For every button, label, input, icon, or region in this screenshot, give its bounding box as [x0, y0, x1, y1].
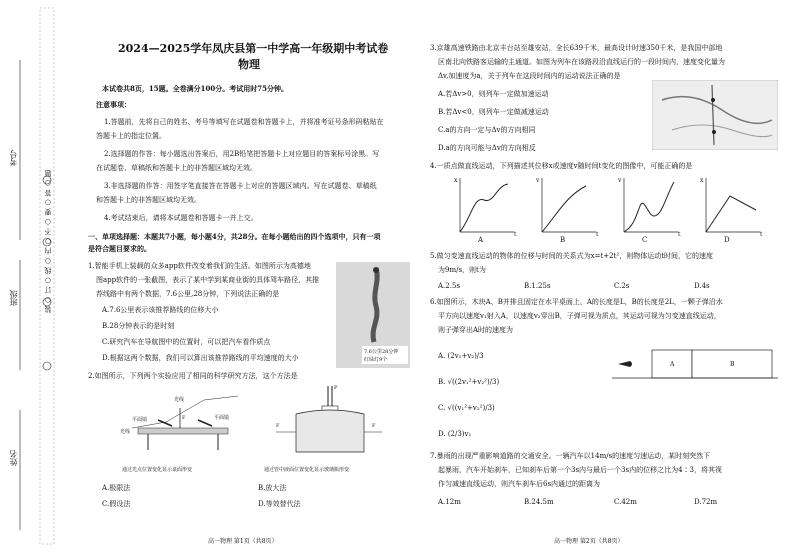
railway-map-svg — [652, 80, 778, 150]
q1-option-a: A.7.6公里表示该推荐路线的位移大小 — [102, 306, 219, 314]
q2-option-a: A.极限法 — [102, 484, 131, 492]
q7-line: 7.暴雨的出现严重影响道路的交通安全。一辆汽车以14m/s的速度匀速运动，某时刻突然下 — [430, 452, 711, 460]
q2-bottle-figure — [272, 384, 382, 456]
binding-strip — [0, 0, 72, 551]
block-b-label: B — [730, 361, 735, 368]
q1-option-b: B.28分钟表示的是时刻 — [102, 322, 175, 330]
q6-option-d: D. (2/3)v₁ — [438, 430, 472, 438]
q5-option-d: D.4s — [694, 282, 710, 290]
note-line: 和答题卡上的非答题区域均无效。 — [96, 196, 201, 204]
force-label: F — [182, 415, 186, 421]
subject-title: 物理 — [238, 58, 260, 71]
graph-d-label: D — [724, 236, 730, 244]
q1-line: 荐线路中有两个数据，7.6公里,28分钟，下列说法正确的是 — [96, 290, 280, 298]
q1-option-d: D.根据这两个数据，我们可以算出该推荐路线的平均速度的大小 — [102, 354, 299, 362]
q5-option-a: A.2.5s — [438, 282, 461, 290]
q7-option-a: A.12m — [438, 498, 461, 506]
mirror-label: 平面镜 — [132, 417, 148, 423]
q6-line: 6.如图所示，木块A、B并排且固定在水平桌面上，A的长度是L，B的长度是2L，一颗子弹沿水 — [430, 298, 723, 306]
q3-option-a: A.若Δv>0，则列车一定做加速运动 — [438, 90, 549, 98]
graph-c-label: C — [642, 236, 648, 244]
q7-option-c: C.42m — [614, 498, 637, 506]
q4-stem: 4.一质点做直线运动，下列描述其位移x或速度v随时间t变化的图像中，可能正确的是 — [430, 162, 693, 170]
q2-option-b: B.放大法 — [258, 484, 287, 492]
graph-c-xaxis: t — [678, 231, 681, 238]
p-label: P — [334, 385, 338, 391]
page-2-footer: 高一物理 第2页（共8页） — [554, 538, 624, 545]
q3-option-d: D.a的方向可能与Δv的方向相反 — [438, 144, 536, 152]
block-a-label: A — [670, 361, 675, 368]
notes-heading: 注意事项： — [96, 100, 131, 109]
graph-a-yaxis: x — [454, 177, 458, 184]
map-lights-label: 红绿灯9个 — [364, 357, 388, 363]
section-heading: 一、单项选择题：本题共7小题，每小题4分，共28分。在每小题给出的四个选项中，只有一项 — [88, 232, 381, 241]
bottle-experiment-svg — [272, 384, 382, 456]
q4-graphs — [454, 176, 774, 244]
exam-number-label: 考号 — [9, 150, 18, 166]
q6-option-c: C. √((v₁²+v₂²)/3) — [438, 404, 495, 412]
q2-mirror-figure — [118, 388, 248, 454]
graph-d-xaxis: t — [760, 231, 763, 238]
light-label: 光线 — [174, 397, 185, 403]
q3-option-c: C.a的方向一定与Δv的方向相同 — [438, 126, 536, 134]
page-2 — [424, 0, 790, 551]
q3-map-figure — [652, 80, 778, 150]
q2-caption-1: 通过光点位置变化显示桌面形变 — [122, 467, 193, 473]
q2-caption-2: 通过管中液面位置变化显示玻璃瓶形变 — [264, 467, 350, 473]
q6-option-a: A. (2v₁+v₂)/3 — [438, 352, 484, 360]
q5-option-b: B.1.25s — [524, 282, 551, 290]
q1-line: 1.智能手机上装载的众多app软件改变着我们的生活。如图所示为高德地 — [88, 262, 311, 270]
note-line: 2.选择题的作答：每小题选出答案后，用2B铅笔把答题卡上对应题目的答案标号涂黑。写 — [104, 150, 380, 158]
page-1-footer: 高一物理 第1页（共8页） — [208, 538, 278, 545]
exam-title: 2024—2025学年凤庆县第一中学高一年级期中考试卷 — [118, 42, 389, 55]
q3-option-b: B.若Δv<0，则列车一定做减速运动 — [438, 108, 549, 116]
q3-line: 区南北向铁路客运输的主通道。如图为列车在该路段沿直线运行的一段时间内，速度变化量为 — [438, 58, 725, 66]
exam-intro: 本试卷共8页，15题。全卷满分100分。考试用时75分钟。 — [102, 84, 288, 93]
q5-line: 为9m/s，则t为 — [438, 266, 486, 274]
light-label: 光线 — [120, 429, 131, 435]
q4-graphs-svg — [454, 176, 774, 244]
mirror-label: 平面镜 — [214, 415, 230, 421]
q7-line: 起暴雨，汽车开始刹车，已知刹车后第一个3s内与最后一个3s内的位移之比为4∶3，将其视 — [438, 466, 722, 474]
note-line: 答题卡上的指定位置。 — [96, 132, 166, 140]
note-line: 1.答题前，先将自己的姓名、考号等填写在试题卷和答题卡上，并将准考证号条形码粘贴在 — [104, 118, 384, 126]
q1-option-c: C.研究汽车在导航图中的位置时，可以把汽车看作质点 — [102, 338, 271, 346]
q6-blocks-figure — [612, 344, 778, 384]
section-heading-cont: 是符合题目要求的。 — [88, 244, 151, 253]
q3-line: Δv,加速度为a，关于列车在这段时间内的运动说法正确的是 — [438, 72, 621, 80]
graph-b-xaxis: t — [596, 231, 599, 238]
q5-option-c: C.2s — [614, 282, 630, 290]
force-label: F — [276, 423, 280, 429]
binding-strip-lines — [0, 0, 72, 551]
note-line: 4.考试结束后，请将本试题卷和答题卡一并上交。 — [104, 214, 258, 222]
q7-line: 作匀减速直线运动，则汽车刹车后6s内通过的距离为 — [438, 480, 601, 488]
q1-line: 图app软件的一张截图，表示了某中学到某商业街的具体驾车路径，其推 — [96, 276, 320, 284]
blocks-svg — [612, 344, 778, 384]
graph-a-xaxis: t — [514, 231, 517, 238]
q2-stem: 2.如图所示，下列两个实验应用了相同的科学研究方法，这个方法是 — [88, 372, 298, 380]
graph-b-label: B — [560, 236, 566, 244]
q2-option-c: C.假设法 — [102, 500, 131, 508]
q5-line: 5.做匀变速直线运动的物体的位移与时间的关系式为x=t+2t²，则物体运动t时间，它的速度 — [430, 252, 714, 260]
q1-map-figure — [336, 262, 410, 368]
force-label: F — [372, 423, 376, 429]
note-line: 在试题卷、草稿纸和答题卡上的非答题区域均无效。 — [96, 164, 257, 172]
note-line: 3.非选择题的作答：用签字笔直接答在答题卡上对应的答题区域内。写在试题卷、草稿纸 — [104, 182, 377, 190]
graph-b-yaxis: v — [536, 177, 540, 184]
q2-option-d: D.等效替代法 — [258, 500, 301, 508]
graph-a-label: A — [478, 236, 484, 244]
graph-c-yaxis: v — [618, 177, 622, 184]
q6-line: 平方向以速度v₁射入A，以速度v₂穿出B，子弹可视为质点，其运动可视为匀变速直线运动， — [438, 312, 721, 320]
page-1 — [78, 0, 418, 551]
q6-line: 则子弹穿出A时的速度为 — [438, 326, 514, 334]
class-label: 班级 — [9, 290, 18, 306]
graph-d-yaxis: x — [700, 177, 704, 184]
q7-option-b: B.24.5m — [524, 498, 554, 506]
map-distance-label: 7.6公里28分钟 — [364, 349, 399, 355]
name-label: 姓名 — [9, 450, 18, 466]
q6-option-b: B. √((2v₁²+v₂²)/3) — [438, 378, 500, 386]
seal-text: 装 ○ 订 ○ 线 ○ 内 ○ 不 ○ 要 ○ 答 ○ 题 — [44, 170, 52, 314]
q7-option-d: D.72m — [694, 498, 718, 506]
q3-line: 3.京雄高速铁路由北京丰台站至雄安站，全长639千米，最高设计时速350千米，是我国中部地 — [430, 44, 723, 52]
